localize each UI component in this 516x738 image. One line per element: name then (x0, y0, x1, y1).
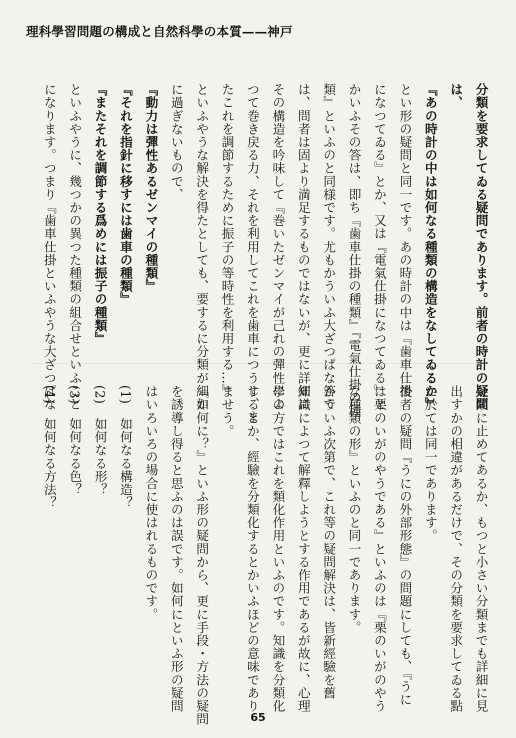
text-column: 類』といふのと同様です。尤もかういふ大ざつぱな答で (321, 83, 337, 411)
text-column: (3) 如何なる色？ (67, 385, 83, 497)
text-column: といふやうな解決を得たとしても、要するに分類が細か (194, 83, 210, 411)
text-column: 『如何に？』といふ形の疑問から、更に手段・方法の疑問 (194, 385, 210, 726)
text-column: 後者の疑問『うにの外部形態』の問題にしても、『うに (397, 385, 413, 707)
text-column: その構造を吟味して『巻いたゼンマイが己れの彈性によ (270, 83, 286, 411)
text-column: かういふ次第で、これ等の疑問解決は、皆新經驗を舊 (321, 385, 337, 700)
text-column: 知識によつて解釋しようとする作用であるが故に、心理 (295, 385, 311, 713)
text-column: (4) 如何なる方法？ (41, 385, 57, 510)
text-column: は栗のいがのやうである』といふのは『栗のいがのやう (371, 385, 387, 713)
text-column: 『動力は彈性あるゼンマイの種類』 (143, 83, 159, 293)
text-column: に過ぎないもので、 (168, 83, 184, 201)
text-column: 『それを指針に移すには歯車の種類』 (117, 83, 133, 306)
text-column: な種類の形』といふのと同一であります。 (346, 385, 362, 634)
text-column: は、 (448, 83, 464, 110)
text-column: 『またそれを調節する爲めには振子の種類』 (92, 83, 108, 345)
text-column: とい形の疑問と同一です。あの時計の中は『歯車仕掛 (397, 83, 413, 398)
text-column: (2) 如何なる形？ (92, 385, 108, 497)
text-column: を誘導し得ると思ふのは誤です。如何にといふ形の疑問 (168, 385, 184, 713)
text-column: は、問者は固より満足するものではないが、更に詳細に (295, 83, 311, 411)
text-column: 學の方ではこれを類化作用といふのです。知識を分類化 (270, 385, 286, 713)
text-column: 分類に止めてあるか、もつと小さい分類までも詳細に見 (473, 385, 489, 713)
block-divider (32, 363, 480, 364)
page-number: 65 (250, 711, 266, 724)
text-column: はいろいろの場合に使はれるものです。 (143, 385, 159, 621)
text-column: といふやうに、幾つかの異つた種類の組合せといふこと (67, 83, 83, 411)
text-column: に於ては同一であります。 (422, 385, 438, 543)
text-column: になつてゐる』とか、又は『電氣仕掛になつてゐる』と (371, 83, 387, 411)
text-column: 『あの時計の中は如何なる種類の構造をなしてゐるか』 (422, 83, 438, 411)
text-column: (1) 如何なる構造？ (117, 385, 133, 510)
text-column: つて巻き戻る力、それを利用してこれを歯車につうじ、ま (244, 83, 260, 424)
text-column: かいふその答は、即ち『歯車仕掛の種類』『電氣仕掛の種 (346, 83, 362, 418)
running-header: 理科學習問題の構成と自然科學の本質——神戸 (26, 24, 293, 39)
text-column: 分類を要求してゐる疑問であります。前者の時計の疑問 (473, 83, 489, 411)
text-column: ませう。 (219, 385, 235, 438)
text-column: 出すかの相違があるだけで、その分類を要求してゐる點 (448, 385, 464, 713)
text-column: するとか、經驗を分類化するとかいふほどの意味であり (244, 385, 260, 713)
text-column: たこれを調節するために振子の等時性を利用する…』 (219, 83, 235, 398)
text-column: になります。つまり『歯車仕掛といふやうな大ざつぱな (41, 83, 57, 411)
